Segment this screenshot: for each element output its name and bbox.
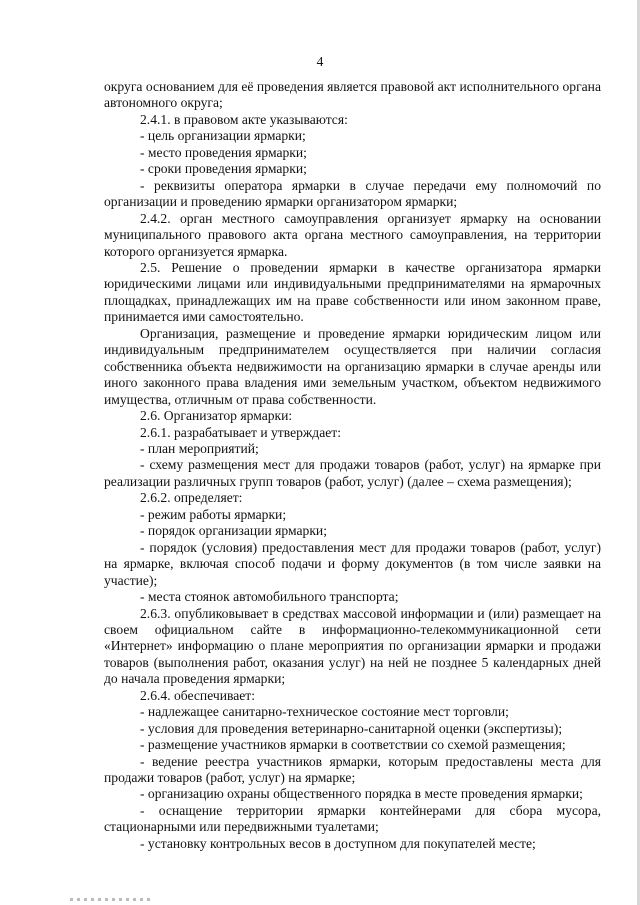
list-item: - режим работы ярмарки; xyxy=(140,506,287,522)
paragraph-2-4-2: 2.4.2. орган местного самоуправления организует ярмарку на основании муниципального правового акта органа местного самоуправления, на территории которого организуется ярмарка. xyxy=(104,210,601,259)
list-item: - установку контрольных весов в доступном для покупателей месте; xyxy=(140,835,536,851)
paragraph-2-6: 2.6. Организатор ярмарки: xyxy=(140,408,293,424)
paragraph-2-6-3: 2.6.3. опубликовывает в средствах массовой информации и (или) размещает на своем официальном сайте в информационно-телекоммуникационной сети «Интернет» информацию о плане мероприятия по организации ярмарки и продажи товаров (выполнения работ, оказания услуг) на ней не позднее 5 календарных дней до начала проведения ярмарки; xyxy=(104,605,601,687)
list-item: - сроки проведения ярмарки; xyxy=(140,161,307,177)
list-item: - схему размещения мест для продажи товаров (работ, услуг) на ярмарке при реализации различных групп товаров (работ, услуг) (далее – схема размещения); xyxy=(104,457,601,489)
paragraph-2-4-1: 2.4.1. в правовом акте указываются: xyxy=(140,111,348,127)
paragraph-2-6-2: 2.6.2. определяет: xyxy=(140,490,243,506)
list-item: - организацию охраны общественного порядка в месте проведения ярмарки; xyxy=(140,786,583,802)
list-item: - план мероприятий; xyxy=(140,440,259,456)
list-item: - оснащение территории ярмарки контейнерами для сбора мусора, стационарными или передвижными туалетами; xyxy=(104,802,601,835)
list-item: - ведение реестра участников ярмарки, которым предоставлены места для продажи товаров (работ, услуг) на ярмарке; xyxy=(104,753,601,786)
list-item: - место проведения ярмарки; xyxy=(140,144,307,160)
page-number: 4 xyxy=(316,54,324,69)
list-item: - реквизиты оператора ярмарки в случае передачи ему полномочий по организации и проведению ярмарки организатором ярмарки; xyxy=(104,177,601,210)
paragraph-2-5: 2.5. Решение о проведении ярмарки в качестве организатора ярмарки юридическими лицами или индивидуальными предпринимателями на ярмарочных площадках, принадлежащих им на праве собственности или ином законном праве, принимается ими самостоятельно. xyxy=(104,259,601,325)
list-item: - места стоянок автомобильного транспорта; xyxy=(140,589,399,605)
paragraph-organization: Организация, размещение и проведение ярмарки юридическим лицом или индивидуальным предпринимателем осуществляется при наличии согласия собственника объекта недвижимости на организацию ярмарки в случае аренды или иного законного права владения ими земельным участком, объектом недвижимого имущества, отличным от права собственности. xyxy=(104,325,601,407)
list-item: - цель организации ярмарки; xyxy=(140,128,306,144)
list-item: - размещение участников ярмарки в соответствии со схемой размещения; xyxy=(140,737,566,753)
list-item: - порядок организации ярмарки; xyxy=(140,523,327,539)
list-item: - надлежащее санитарно-техническое состояние мест торговли; xyxy=(140,704,509,720)
paragraph-continuation: округа основанием для её проведения является правовой акт исполнительного органа автономного округа; xyxy=(104,79,601,111)
paragraph-2-6-1: 2.6.1. разрабатывает и утверждает: xyxy=(140,424,342,440)
paragraph-2-6-4: 2.6.4. обеспечивает: xyxy=(140,687,256,703)
document-body xyxy=(104,79,601,852)
list-item: - условия для проведения ветеринарно-санитарной оценки (экспертизы); xyxy=(140,720,563,736)
scan-artifact xyxy=(70,898,150,901)
list-item: - порядок (условия) предоставления мест для продажи товаров (работ, услуг) на ярмарке, включая способ подачи и форму документов (в том числе заявки на участие); xyxy=(104,539,601,588)
